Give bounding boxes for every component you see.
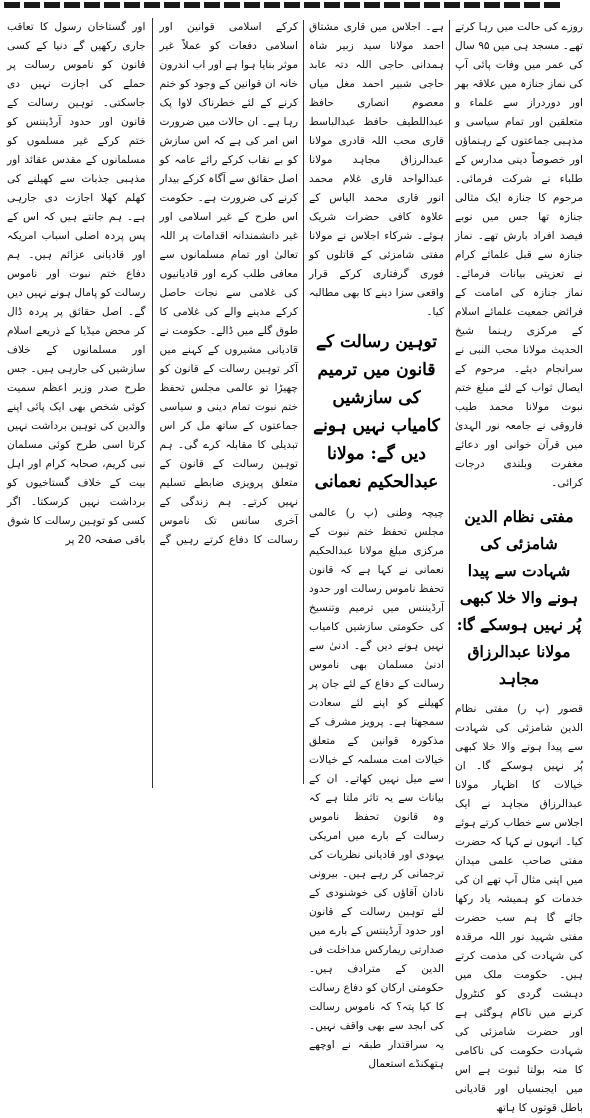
article-text: ہے۔ اجلاس میں قاری مشتاق احمد مولانا سید زبیر شاہ ہمدانی حاجی اللہ دتہ عابد حاجی شبیر احمد مغل میاں معصوم انصاری حافظ عبداللطیف حافظ عبدالباسط قاری محب اللہ قادری مولانا عبدالرزاق مجاہد مولانا عبدالواحد قاری غلام محمد انور قاری محمد الیاس کے علاوہ کافی حضرات شریک ہوئے۔ شرکاء اجلاس نے مولانا مفتی شامزئی کے قاتلوں کو فوری گرفتاری کرکے قرار واقعی سزا دینے کا بھی مطالبہ کیا۔: [309, 21, 444, 318]
article-text: قصور (پ ر) مفتی نظام الدین شامزئی کی شہادت سے پیدا ہونے والا خلا کبھی پُر نہیں ہوسکے گا۔ ان خیالات کا اظہار مولانا عبدالرزاق مجاہد نے ایک اجلاس سے خطاب کرتے ہوئے کیا۔ انہوں نے کہا کہ حضرت مفتی صاحب علمی میدان میں اپنی مثال آپ تھے ان کی خدمات کو ہمیشہ یاد رکھا جائے گا ہم سب حضرت مفتی شہید نور اللہ مرقدہ کی شہادت کی مذمت کرتے ہیں۔ حکومت ملک میں دہشت گردی کو کنٹرول کرنے میں ناکام ہوگئی ہے اور حضرت شامزئی کی شہادت حکومت کی ناکامی کا منہ بولتا ثبوت ہے اس میں ایجنسیاں اور قادیانی باطل قوتوں کا ہاتھ: [455, 703, 583, 1114]
article-text: روزے کی حالت میں رہا کرتے تھے۔ مسجد ہی میں ۹۵ سال کی عمر میں وفات پائی آپ کی نماز جنازہ میں علاقہ بھر اور دوردراز سے علماء و متعلقین اور تمام سیاسی و مذہبی جماعتوں کے رہنماؤں اور خصوصاً دینی مدارس کے طلباء نے شرکت فرمائی۔ مرحوم کا جنازہ ایک مثالی جنازہ تھا جس میں نوبے فیصد افراد بارش تھے۔ نماز جنازہ سے قبل علمائے کرام نے تعزیتی بیانات فرمائے۔ نماز جنازہ کی امامت کے فرائض جمعیت علمائے اسلام کے مرکزی رہنما شیخ الحدیث مولانا محب النبی نے سرانجام دیئے۔ مرحوم کے ایصال ثواب کے لئے مبلغ ختم نبوت مولانا محمد طیب فاروقی نے جامعہ نور الہدیٰ میں قرآن خوانی اور دعائے مغفرت وبلندی درجات کرائی۔: [455, 21, 583, 489]
column-left-pair: [7, 18, 298, 788]
column-divider: [303, 20, 304, 784]
headline-tauheen-risalat: توہین رسالت کے قانون میں ترمیم کی سازشیں کامیاب نہیں ہونے دیں گے: مولانا عبدالحکیم نعمانی: [313, 332, 440, 492]
continuation-note: باقی صفحہ 20 پر: [65, 534, 146, 546]
column-right: [455, 18, 583, 1118]
headline-shamzai: مفتی نظام الدین شامزئی کی شہادت سے پیدا ہونے والا خلا کبھی پُر نہیں ہوسکے گا: مولانا عبدالرزاق مجاہد: [456, 507, 582, 688]
column-divider: [449, 20, 450, 784]
top-dashed-border: [0, 0, 590, 10]
article-text: چیچہ وطنی (پ ر) عالمی مجلس تحفظ ختم نبوت کے مرکزی مبلغ مولانا عبدالحکیم نعمانی نے کہا ہے کہ قانون تحفظ ناموس رسالت اور حدود آرڈیننس میں ترمیم وتنسیخ کی حکومتی سازشیں کامیاب نہیں ہونے دیں گے۔ ادنیٰ سے ادنیٰ مسلمان بھی ناموس رسالت کے دفاع کے لئے جان پر کھیلنے کو اپنے لئے سعادت سمجھتا ہے۔ پرویز مشرف کے مذکورہ قوانین کے متعلق خیالات امت مسلمہ کے خیالات سے میل نہیں کھاتے۔ ان کے بیانات سے یہ تاثر ملتا ہے کہ وہ قانون تحفظ ناموس رسالت کے بارے میں امریکی یہودی اور قادیانی نظریات کی ترجمانی کر رہے ہیں۔ بیرونی نادان آقاؤں کی خوشنودی کے لئے توہین رسالت کے قانون اور حدود آرڈیننس کے بارے میں صدارتی ریمارکس مداخلت فی الدین کے مترادف ہیں۔ حکومتی ارکان کو دفاع رسالت کا کیا پتہ؟ کہ ناموس رسالت کی ابجد سے بھی واقف نہیں۔ یہ سراقتدار طبقہ نے اوچھے ہتھکنڈے استعمال: [309, 507, 444, 1070]
article-text: کرکے اسلامی قوانین اور اسلامی دفعات کو عملاً غیر موثر بنایا ہوا ہے اور اب اندرون خانہ ان قوانین کے وجود کو ختم کرنے کے لئے خطرناک لاوا پک رہا ہے۔ ان حالات میں ضرورت اس امر کی ہے کہ اس سازش کو بے نقاب کرکے رائے عامہ کو اصل حقائق سے آگاہ کرکے بیدار کرنے کی ضرورت ہے۔ حکومت اس طرح کے غیر اسلامی اور غیر دانشمندانہ اقدامات پر اللہ تعالیٰ اور تمام مسلمانوں سے معافی طلب کرے اور قادیانیوں کی غلامی سے نجات حاصل کرکے مدینے والے کی غلامی کا طوق گلے میں ڈالے۔ حکومت نے قادیانی مشیروں کے کہنے میں آکر توہین رسالت کے قانون کو چھیڑا تو عالمی مجلس تحفظ ختم نبوت تمام دینی و سیاسی جماعتوں کے ساتھ مل کر اس تبدیلی کا مقابلہ کرے گی۔ ہم توہین رسالت کے قانون کے متعلق پرویزی ضابطے تسلیم نہیں کرتے۔ ہم زندگی کے آخری سانس تک ناموس رسالت کا دفاع کرتے رہیں گے اور گستاخان رسول کا تعاقب جاری رکھیں گے دنیا کے کسی قانون کو ناموس رسالت پر حملے کی اجازت نہیں دی جاسکتی۔ توہین رسالت کے قانون اور حدود آرڈیننس کو ختم کرکے غیر مسلموں کو مسلمانوں کے مقدس عقائد اور مذہبی جذبات سے کھیلنے کی کھلم کھلا اجازت دی جارہی ہے۔ ہم جانتے ہیں کہ اس کے پس پردہ اصلی اسباب امریکہ اور قادیانی عزائم ہیں۔ ہم دفاع ختم نبوت اور ناموس رسالت کو پامال ہونے نہیں دیں گے۔ اصل حقائق پر پردہ ڈال کر محض میڈیا کے ذریعے اسلام اور مسلمانوں کے خلاف سازشیں کی جارہی ہیں۔ جس طرح صدر وزیر اعظم سمیت کوئی شخص بھی ایک پائی اپنے والدین کی توہین برداشت نہیں کرتا اسی طرح کوئی مسلمان نبی کریم، صحابہ کرام اور اہل بیت کے خلاف گستاخیوں کو برداشت نہیں کرسکتا۔ اگر کسی کو توہین رسالت کا شوق: [7, 21, 298, 546]
column-middle-right: [309, 18, 444, 1074]
